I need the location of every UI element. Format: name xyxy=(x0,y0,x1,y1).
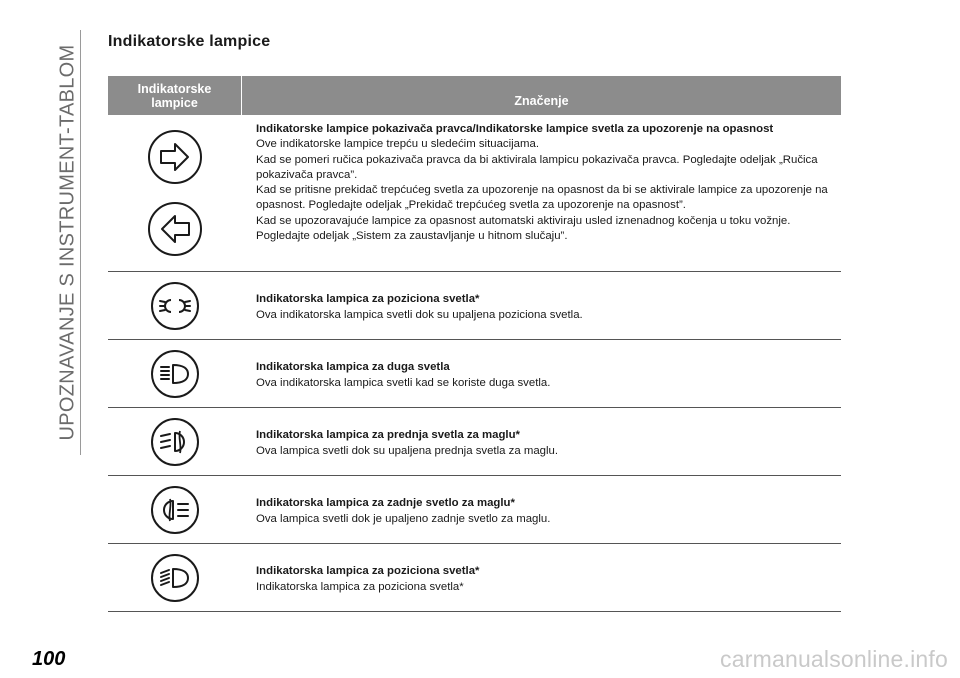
table-row xyxy=(108,476,841,544)
indicator-table xyxy=(108,76,841,612)
row-body: Kad se pritisne prekidač trepćućeg svetla za upozorenje na opasnost da bi se aktivirale lampice za upozorenje na opasnost. Pogledajte odeljak „Prekidač trepćućeg svetla za upozorenje na opasnost”. xyxy=(256,184,828,212)
row-body: Kad se upozoravajuće lampice za opasnost automatski aktiviraju usled iznenadnog kočenja u toku vožnje. Pogledajte odeljak „Sistem za zaustavljanje u hitnom slučaju”. xyxy=(256,214,791,243)
icon-cell xyxy=(108,340,241,407)
table-row xyxy=(108,544,841,612)
row-title: Indikatorska lampica za prednja svetla za maglu* xyxy=(256,429,520,442)
high-beam-icon xyxy=(150,349,200,399)
row-title: Indikatorska lampica za duga svetla xyxy=(256,361,450,374)
side-divider xyxy=(80,30,81,455)
description-cell xyxy=(241,476,841,543)
watermark: carmanualsonline.info xyxy=(720,646,948,672)
row-body: Indikatorska lampica za poziciona svetla* xyxy=(256,580,464,593)
row-title: Indikatorske lampice pokazivača pravca/Indikatorske lampice svetla za upozorenje na opasnost xyxy=(256,123,774,135)
turn-right-arrow-icon xyxy=(147,129,203,185)
row-body: Ova lampica svetli dok je upaljeno zadnje svetlo za maglu. xyxy=(256,512,551,525)
description-cell xyxy=(241,408,841,475)
side-chapter-title xyxy=(56,30,80,455)
description-cell xyxy=(241,544,841,611)
header-col-indicator-line1: Indikatorske xyxy=(137,81,212,96)
table-row xyxy=(108,115,841,272)
row-title: Indikatorska lampica za poziciona svetla* xyxy=(256,565,480,578)
rear-fog-light-icon xyxy=(150,485,200,535)
header-col-meaning: Značenje xyxy=(514,94,569,108)
row-body: Ova lampica svetli dok su upaljena prednja svetla za maglu. xyxy=(256,444,559,457)
row-body: Kad se pomeri ručica pokazivača pravca da bi aktivirala lampicu pokazivača pravca. Pogledajte odeljak „Ručica pokazivača pravca”. xyxy=(256,153,818,181)
icon-cell xyxy=(108,544,241,611)
table-row xyxy=(108,340,841,408)
header-col-indicator xyxy=(108,76,242,115)
icon-cell xyxy=(108,115,241,271)
page-heading: Indikatorske lampice xyxy=(108,33,271,50)
row-body: Ova indikatorska lampica svetli dok su upaljena poziciona svetla. xyxy=(256,308,583,321)
table-row xyxy=(108,272,841,340)
header-col-indicator-line2: lampice xyxy=(151,95,198,110)
side-chapter-title-text: UPOZNAVANJE S INSTRUMENT-TABLOM xyxy=(56,44,79,441)
icon-cell xyxy=(108,408,241,475)
position-lights-icon xyxy=(150,281,200,331)
turn-left-arrow-icon xyxy=(147,201,203,257)
icon-cell xyxy=(108,272,241,339)
front-fog-light-icon xyxy=(150,417,200,467)
table-row xyxy=(108,408,841,476)
row-body: Ova indikatorska lampica svetli kad se koriste duga svetla. xyxy=(256,376,551,389)
table-header xyxy=(108,76,841,115)
position-lights-alt-icon xyxy=(150,553,200,603)
page-number: 100 xyxy=(32,648,66,670)
row-title: Indikatorska lampica za zadnje svetlo za maglu* xyxy=(256,497,515,510)
description-cell xyxy=(241,272,841,339)
description-cell xyxy=(241,115,841,271)
row-body: Ove indikatorske lampice trepću u sledećim situacijama. xyxy=(256,138,539,151)
description-cell xyxy=(241,340,841,407)
row-title: Indikatorska lampica za poziciona svetla* xyxy=(256,293,480,306)
icon-cell xyxy=(108,476,241,543)
